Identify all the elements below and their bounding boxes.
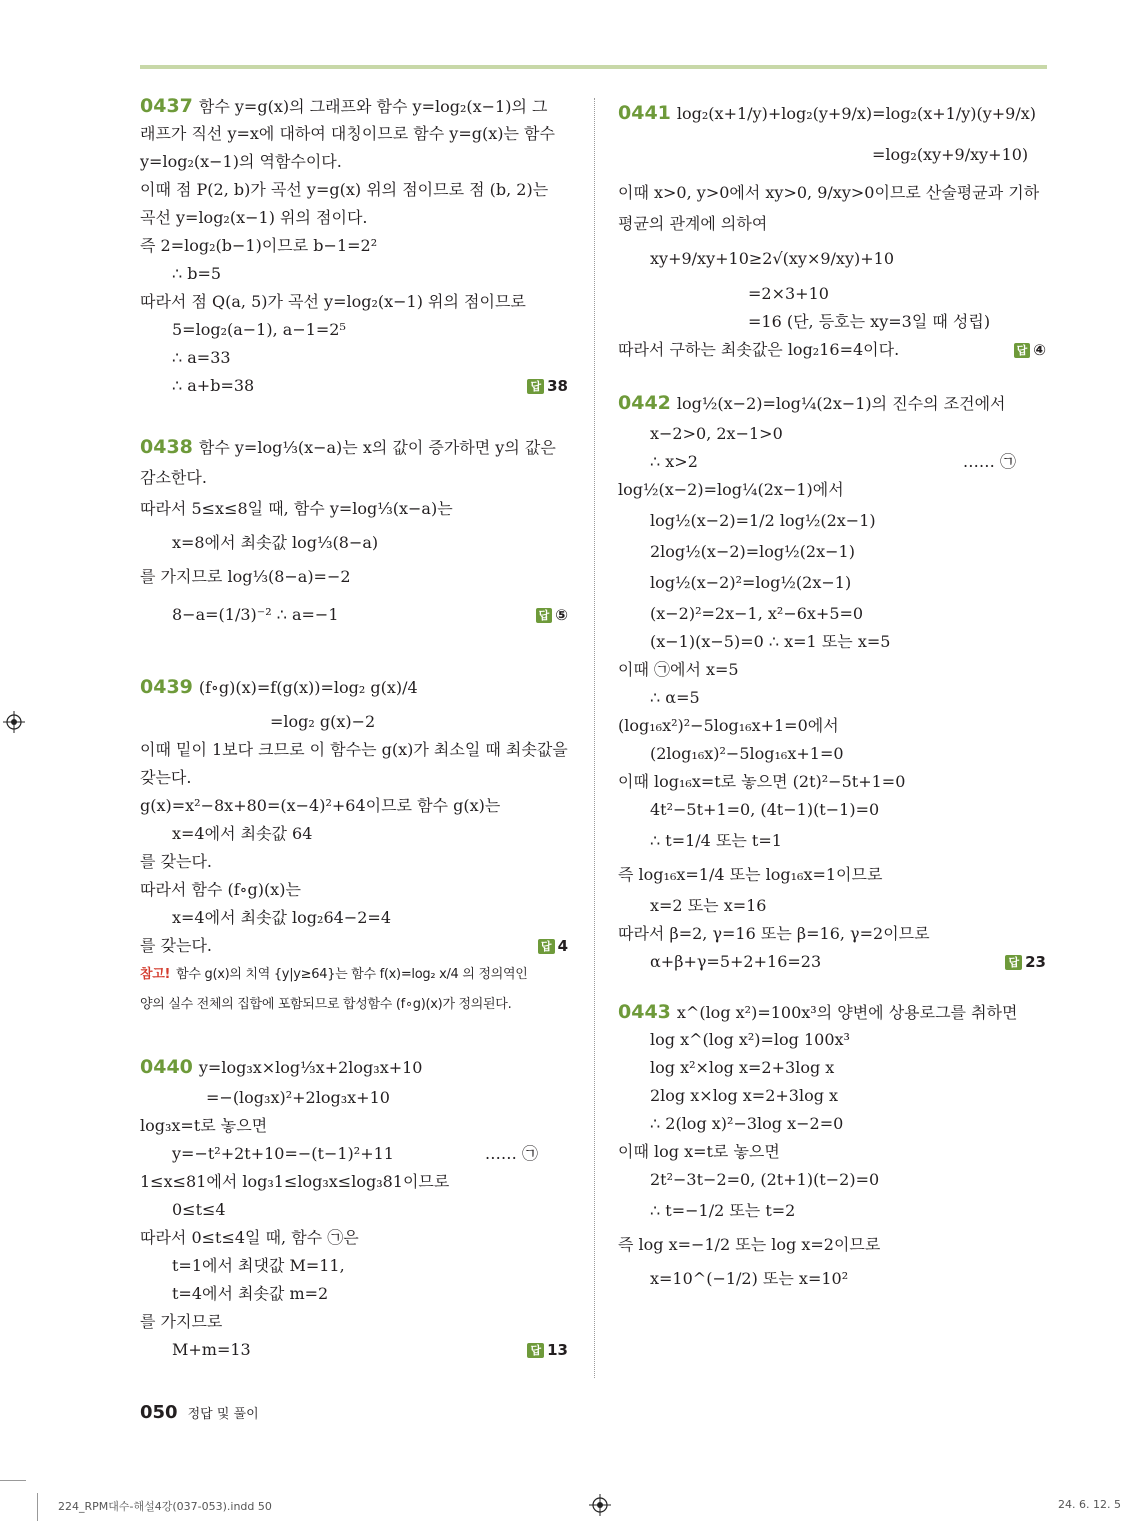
- solution-line: t=1에서 최댓값 M=11,: [172, 1256, 345, 1275]
- solution-line: ∴ 2(log x)²−3log x−2=0: [650, 1114, 844, 1133]
- solution-line: ∴ t=1/4 또는 t=1: [650, 831, 782, 850]
- solution-line: log½(x−2)=1/2 log½(2x−1): [650, 511, 876, 530]
- solution-line: 5=log₂(a−1), a−1=2⁵: [172, 320, 346, 339]
- solution-line: 4t²−5t+1=0, (4t−1)(t−1)=0: [650, 800, 880, 819]
- solution-line: x^(log x²)=100x³의 양변에 상용로그를 취하면: [676, 1003, 1018, 1022]
- equation-marker: …… ㉠: [484, 1144, 538, 1163]
- solution-line: xy+9/xy+10≥2√(xy×9/xy)+10: [650, 249, 894, 268]
- solution-line: log½(x−2)=log¼(2x−1)의 진수의 조건에서: [676, 394, 1006, 413]
- problem-0437: [140, 92, 568, 400]
- solution-line: x−2>0, 2x−1>0: [650, 424, 783, 443]
- solution-line: =16 (단, 등호는 xy=3일 때 성립): [748, 312, 991, 331]
- problem-0440: [140, 1050, 568, 1364]
- file-slug: 224_RPM대수-해설4강(037-053).indd 50: [58, 1500, 272, 1513]
- problem-number: 0442: [618, 392, 671, 414]
- note-tag: 참고!: [140, 967, 171, 982]
- solution-line: =log₂(xy+9/xy+10): [872, 145, 1029, 164]
- solution-line: 이때 밑이 1보다 크므로 이 함수는 g(x)가 최소일 때 최솟값을: [140, 740, 568, 759]
- answer-badge: 답 23: [1005, 948, 1046, 976]
- solution-line: 따라서 0≤t≤4일 때, 함수 ㉠은: [140, 1228, 359, 1247]
- solution-line: 를 갖는다.: [140, 852, 212, 871]
- top-rule: [140, 65, 1047, 69]
- solution-line: 2t²−3t−2=0, (2t+1)(t−2)=0: [650, 1170, 880, 1189]
- solution-line: 따라서 β=2, γ=16 또는 β=16, γ=2이므로: [618, 924, 930, 943]
- page-footer: [140, 1402, 259, 1423]
- left-column: [140, 92, 568, 1364]
- solution-line: (log₁₆x²)²−5log₁₆x+1=0에서: [618, 716, 839, 735]
- date-slug: 24. 6. 12. 5: [1058, 1498, 1121, 1511]
- solution-line: 이때 ㉠에서 x=5: [618, 660, 739, 679]
- note-text: 양의 실수 전체의 집합에 포함되므로 합성함수 (f∘g)(x)가 정의된다.: [140, 997, 512, 1012]
- registration-mark-icon: [3, 711, 25, 733]
- answer-badge: 답 ⑤: [536, 594, 568, 636]
- solution-line: 1≤x≤81에서 log₃1≤log₃x≤log₃81이므로: [140, 1172, 450, 1191]
- answer-badge: 답 38: [527, 372, 568, 400]
- solution-line: 즉 log₁₆x=1/4 또는 log₁₆x=1이므로: [618, 865, 883, 884]
- solution-line: =log₂ g(x)−2: [270, 712, 376, 731]
- problem-0441: [618, 92, 1046, 364]
- solution-line: y=−t²+2t+10=−(t−1)²+11: [172, 1144, 394, 1163]
- solution-line: 함수 y=log⅓(x−a)는 x의 값이 증가하면 y의 값은: [198, 438, 556, 457]
- solution-line: ∴ α=5: [650, 688, 700, 707]
- solution-line: log x²×log x=2+3log x: [650, 1058, 835, 1077]
- solution-line: 평균의 관계에 의하여: [618, 214, 768, 233]
- answer-badge: 답 ④: [1014, 336, 1046, 364]
- solution-line: ∴ a+b=38: [172, 376, 255, 395]
- solution-line: 래프가 직선 y=x에 대하여 대칭이므로 함수 y=g(x)는 함수: [140, 124, 555, 143]
- solution-line: x=8에서 최솟값 log⅓(8−a): [172, 533, 379, 552]
- problem-0438: [140, 430, 568, 636]
- section-label: 정답 및 풀이: [187, 1407, 259, 1422]
- solution-line: x=2 또는 x=16: [650, 896, 767, 915]
- crop-mark: [37, 1493, 38, 1521]
- problem-number: 0439: [140, 676, 193, 698]
- registration-mark-icon: [589, 1494, 611, 1516]
- note-text: 함수 g(x)의 치역 {y|y≥64}는 함수 f(x)=log₂ x/4 의 정의역인: [176, 967, 528, 982]
- solution-line: log x^(log x²)=log 100x³: [650, 1030, 850, 1049]
- solution-line: 이때 log₁₆x=t로 놓으면 (2t)²−5t+1=0: [618, 772, 906, 791]
- solution-line: M+m=13: [172, 1340, 251, 1359]
- solution-line: log₂(x+1/y)+log₂(y+9/x)=log₂(x+1/y)(y+9/x): [676, 104, 1037, 123]
- solution-line: 를 가지므로 log⅓(8−a)=−2: [140, 567, 351, 586]
- problem-0439: [140, 666, 568, 1020]
- solution-line: log½(x−2)²=log½(2x−1): [650, 573, 852, 592]
- answer-badge: 답 4: [538, 932, 568, 960]
- solution-line: g(x)=x²−8x+80=(x−4)²+64이므로 함수 g(x)는: [140, 796, 501, 815]
- solution-line: 를 갖는다.: [140, 936, 212, 955]
- solution-line: 즉 log x=−1/2 또는 log x=2이므로: [618, 1235, 881, 1254]
- solution-line: 따라서 함수 (f∘g)(x)는: [140, 880, 301, 899]
- problem-number: 0440: [140, 1056, 193, 1078]
- solution-line: 따라서 5≤x≤8일 때, 함수 y=log⅓(x−a)는: [140, 499, 453, 518]
- answer-badge: 답 13: [527, 1336, 568, 1364]
- solution-line: 이때 점 P(2, b)가 곡선 y=g(x) 위의 점이므로 점 (b, 2)는: [140, 180, 549, 199]
- problem-number: 0438: [140, 436, 193, 458]
- solution-line: 0≤t≤4: [172, 1200, 226, 1219]
- crop-mark: [0, 1480, 26, 1481]
- solution-line: 8−a=(1/3)⁻² ∴ a=−1: [172, 605, 339, 624]
- solution-line: 이때 log x=t로 놓으면: [618, 1142, 780, 1161]
- problem-0442: [618, 386, 1046, 976]
- solution-line: 함수 y=g(x)의 그래프와 함수 y=log₂(x−1)의 그: [198, 97, 548, 116]
- solution-line: 를 가지므로: [140, 1312, 223, 1331]
- solution-line: ∴ t=−1/2 또는 t=2: [650, 1201, 796, 1220]
- solution-line: α+β+γ=5+2+16=23: [650, 952, 822, 971]
- solution-line: y=log₂(x−1)의 역함수이다.: [140, 152, 342, 171]
- reference-note: [140, 960, 568, 990]
- solution-line: x=4에서 최솟값 log₂64−2=4: [172, 908, 391, 927]
- solution-line: 2log½(x−2)=log½(2x−1): [650, 542, 855, 561]
- solution-line: log½(x−2)=log¼(2x−1)에서: [618, 480, 844, 499]
- solution-line: ∴ a=33: [172, 348, 231, 367]
- page-number: 050: [140, 1402, 178, 1423]
- right-column: [618, 92, 1046, 1296]
- solution-line: t=4에서 최솟값 m=2: [172, 1284, 329, 1303]
- solution-line: 따라서 점 Q(a, 5)가 곡선 y=log₂(x−1) 위의 점이므로: [140, 292, 526, 311]
- equation-marker: …… ㉠: [962, 452, 1016, 471]
- solution-line: 곡선 y=log₂(x−1) 위의 점이다.: [140, 208, 368, 227]
- solution-line: ∴ b=5: [172, 264, 222, 283]
- solution-line: x=10^(−1/2) 또는 x=10²: [650, 1269, 849, 1288]
- solution-line: (x−2)²=2x−1, x²−6x+5=0: [650, 604, 864, 623]
- solution-line: 2log x×log x=2+3log x: [650, 1086, 839, 1105]
- problem-number: 0443: [618, 1001, 671, 1023]
- solution-line: =2×3+10: [748, 284, 829, 303]
- problem-number: 0441: [618, 102, 671, 124]
- solution-line: y=log₃x×log⅓x+2log₃x+10: [198, 1058, 423, 1077]
- solution-line: (x−1)(x−5)=0 ∴ x=1 또는 x=5: [650, 632, 891, 651]
- solution-line: (f∘g)(x)=f(g(x))=log₂ g(x)/4: [198, 678, 418, 697]
- solution-line: (2log₁₆x)²−5log₁₆x+1=0: [650, 744, 844, 763]
- problem-0443: [618, 998, 1046, 1296]
- solution-line: 따라서 구하는 최솟값은 log₂16=4이다.: [618, 340, 900, 359]
- column-divider: [594, 98, 595, 1378]
- solution-line: ∴ x>2: [650, 452, 698, 471]
- problem-number: 0437: [140, 95, 193, 117]
- solution-line: 이때 x>0, y>0에서 xy>0, 9/xy>0이므로 산술평균과 기하: [618, 183, 1040, 202]
- solution-line: =−(log₃x)²+2log₃x+10: [206, 1088, 390, 1107]
- solution-line: 감소한다.: [140, 468, 207, 487]
- solution-line: x=4에서 최솟값 64: [172, 824, 313, 843]
- solution-line: 갖는다.: [140, 768, 192, 787]
- solution-line: log₃x=t로 놓으면: [140, 1116, 268, 1135]
- solution-line: 즉 2=log₂(b−1)이므로 b−1=2²: [140, 236, 378, 255]
